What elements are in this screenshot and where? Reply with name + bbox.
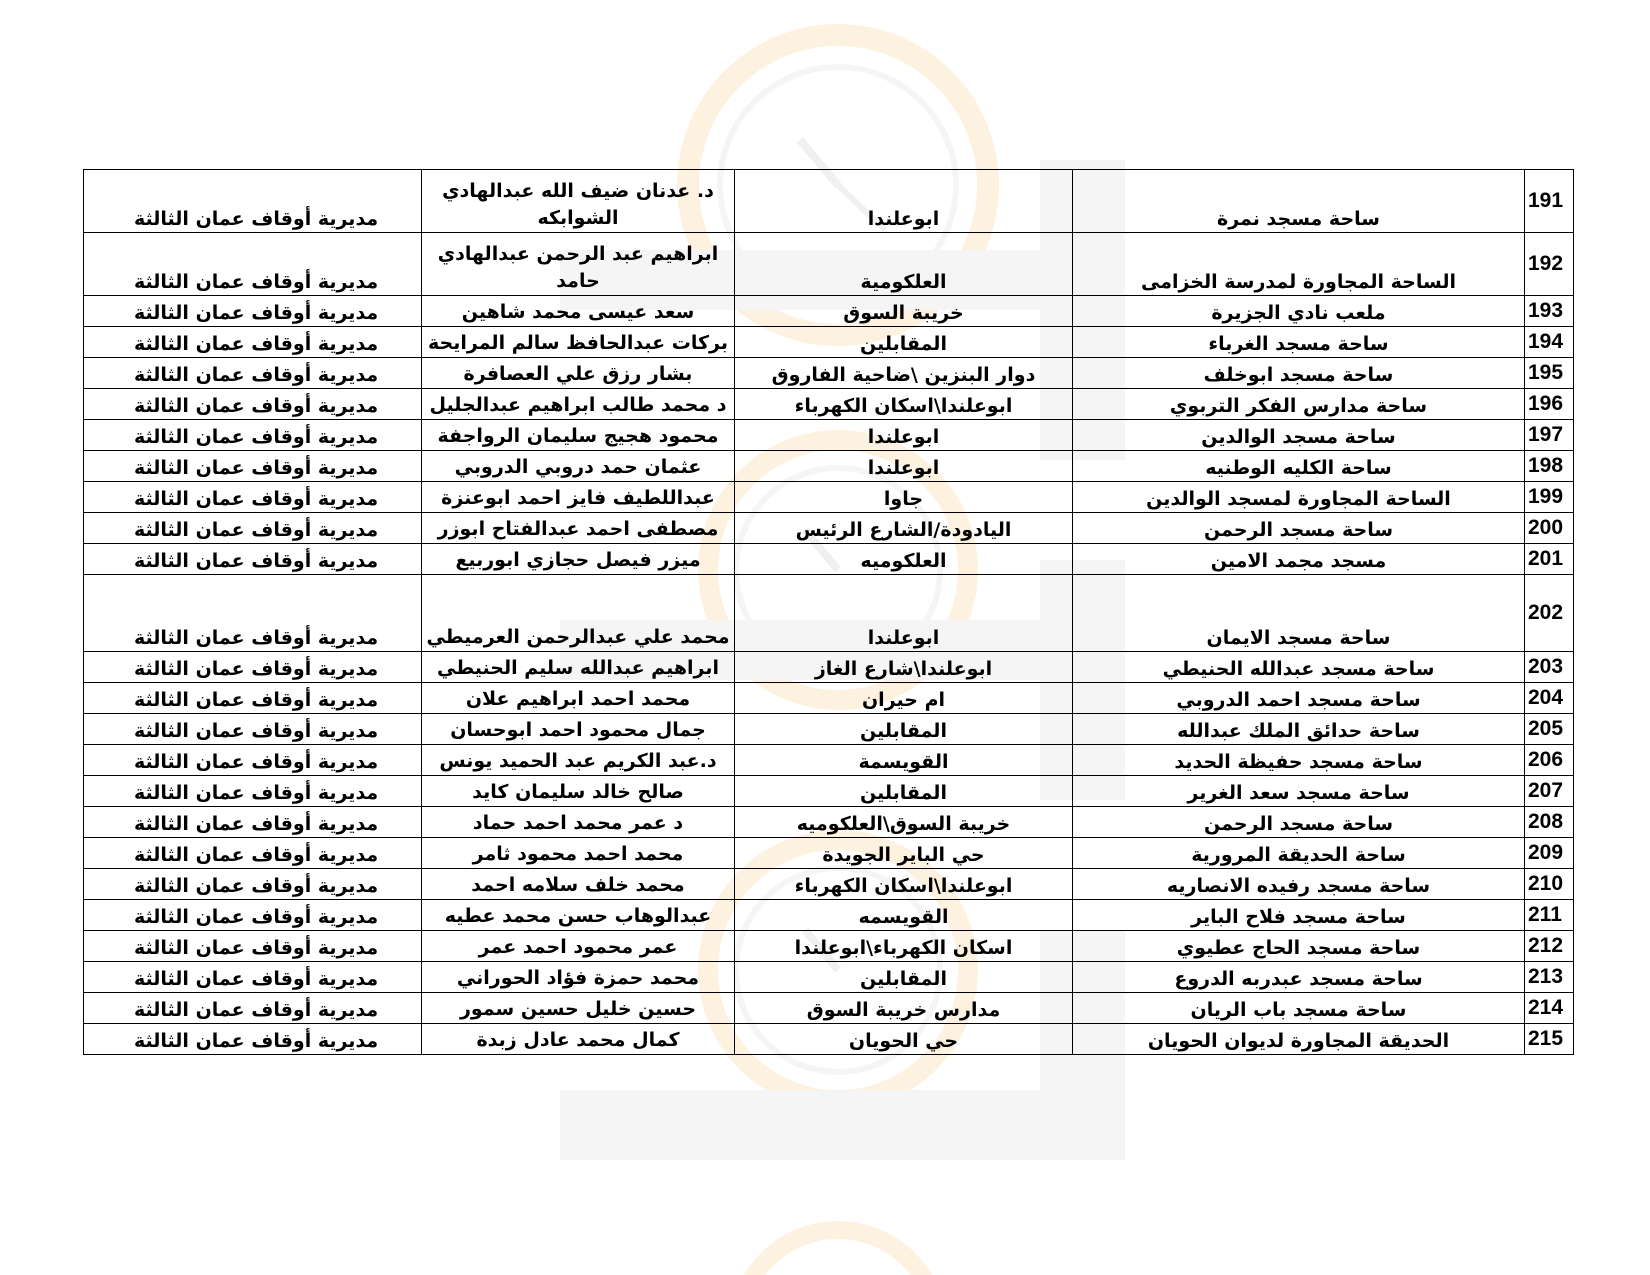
place-cell: ساحة الكليه الوطنيه	[1073, 451, 1525, 482]
table-row	[84, 233, 1574, 296]
directorate-cell: مديرية أوقاف عمان الثالثة	[84, 838, 422, 869]
name-cell: جمال محمود احمد ابوحسان	[422, 714, 735, 745]
table-row	[84, 900, 1574, 931]
directorate-cell: مديرية أوقاف عمان الثالثة	[84, 358, 422, 389]
row-number: 204	[1525, 683, 1574, 714]
area-cell: القويسمه	[735, 900, 1073, 931]
directorate-cell: مديرية أوقاف عمان الثالثة	[84, 513, 422, 544]
name-cell: ميزر فيصل حجازي ابوربيع	[422, 544, 735, 575]
directorate-cell: مديرية أوقاف عمان الثالثة	[84, 714, 422, 745]
table-row	[84, 327, 1574, 358]
place-cell: ساحة مسجد احمد الدروبي	[1073, 683, 1525, 714]
table-row	[84, 513, 1574, 544]
directorate-cell: مديرية أوقاف عمان الثالثة	[84, 575, 422, 652]
row-number: 214	[1525, 993, 1574, 1024]
area-cell: ابوعلندا	[735, 575, 1073, 652]
table-row	[84, 575, 1574, 652]
directorate-cell: مديرية أوقاف عمان الثالثة	[84, 544, 422, 575]
name-cell: محمد حمزة فؤاد الحوراني	[422, 962, 735, 993]
table-row	[84, 776, 1574, 807]
area-cell: ابوعلندا\اسكان الكهرباء	[735, 869, 1073, 900]
row-number: 199	[1525, 482, 1574, 513]
area-cell: العلكومية	[735, 233, 1073, 296]
place-cell: ساحة مسجد باب الريان	[1073, 993, 1525, 1024]
table-row	[84, 683, 1574, 714]
directorate-cell: مديرية أوقاف عمان الثالثة	[84, 451, 422, 482]
area-cell: ابوعلندا\شارع الغاز	[735, 652, 1073, 683]
place-cell: ساحة مسجد الحاج عطيوي	[1073, 931, 1525, 962]
place-cell: ساحة مسجد نمرة	[1073, 170, 1525, 233]
area-cell: اسكان الكهرباء\ابوعلندا	[735, 931, 1073, 962]
place-cell: ساحة مسجد الوالدين	[1073, 420, 1525, 451]
row-number: 210	[1525, 869, 1574, 900]
place-cell: ساحة حدائق الملك عبدالله	[1073, 714, 1525, 745]
place-cell: ساحة مسجد الرحمن	[1073, 807, 1525, 838]
row-number: 208	[1525, 807, 1574, 838]
table-row	[84, 745, 1574, 776]
place-cell: ساحة مسجد ابوخلف	[1073, 358, 1525, 389]
row-number: 193	[1525, 296, 1574, 327]
place-cell: الحديقة المجاورة لديوان الحويان	[1073, 1024, 1525, 1055]
table-row	[84, 170, 1574, 233]
directorate-cell: مديرية أوقاف عمان الثالثة	[84, 420, 422, 451]
table-row	[84, 993, 1574, 1024]
row-number: 212	[1525, 931, 1574, 962]
name-cell: محمد علي عبدالرحمن العرميطي	[422, 575, 735, 652]
directorate-cell: مديرية أوقاف عمان الثالثة	[84, 900, 422, 931]
table-row	[84, 358, 1574, 389]
table-row	[84, 652, 1574, 683]
name-cell: محمد احمد ابراهيم علان	[422, 683, 735, 714]
area-cell: المقابلين	[735, 962, 1073, 993]
table-row	[84, 1024, 1574, 1055]
assignments-table	[83, 169, 1574, 1055]
name-cell: صالح خالد سليمان كايد	[422, 776, 735, 807]
row-number: 195	[1525, 358, 1574, 389]
place-cell: ساحة مسجد حفيظة الحديد	[1073, 745, 1525, 776]
directorate-cell: مديرية أوقاف عمان الثالثة	[84, 745, 422, 776]
row-number: 215	[1525, 1024, 1574, 1055]
name-cell: د محمد طالب ابراهيم عبدالجليل	[422, 389, 735, 420]
name-cell: عبداللطيف فايز احمد ابوعنزة	[422, 482, 735, 513]
directorate-cell: مديرية أوقاف عمان الثالثة	[84, 389, 422, 420]
area-cell: ابوعلندا	[735, 420, 1073, 451]
area-cell: ام حيران	[735, 683, 1073, 714]
row-number: 203	[1525, 652, 1574, 683]
table-row	[84, 544, 1574, 575]
table-row	[84, 807, 1574, 838]
table-row	[84, 931, 1574, 962]
name-cell: سعد عيسى محمد شاهين	[422, 296, 735, 327]
area-cell: دوار البنزين \ضاحية الفاروق	[735, 358, 1073, 389]
directorate-cell: مديرية أوقاف عمان الثالثة	[84, 652, 422, 683]
table-row	[84, 838, 1574, 869]
directorate-cell: مديرية أوقاف عمان الثالثة	[84, 931, 422, 962]
place-cell: مسجد مجمد الامين	[1073, 544, 1525, 575]
place-cell: الساحة المجاورة لمسجد الوالدين	[1073, 482, 1525, 513]
name-cell: د. عدنان ضيف الله عبدالهادي الشوابكه	[422, 170, 735, 233]
table-row	[84, 420, 1574, 451]
row-number: 201	[1525, 544, 1574, 575]
place-cell: ساحة مسجد عبدالله الحنيطي	[1073, 652, 1525, 683]
row-number: 202	[1525, 575, 1574, 652]
row-number: 207	[1525, 776, 1574, 807]
table-row	[84, 482, 1574, 513]
directorate-cell: مديرية أوقاف عمان الثالثة	[84, 170, 422, 233]
directorate-cell: مديرية أوقاف عمان الثالثة	[84, 962, 422, 993]
name-cell: محمود هجيج سليمان الرواجفة	[422, 420, 735, 451]
table-row	[84, 296, 1574, 327]
name-cell: ابراهيم عبدالله سليم الحنيطي	[422, 652, 735, 683]
row-number: 197	[1525, 420, 1574, 451]
area-cell: العلكوميه	[735, 544, 1073, 575]
directorate-cell: مديرية أوقاف عمان الثالثة	[84, 683, 422, 714]
directorate-cell: مديرية أوقاف عمان الثالثة	[84, 869, 422, 900]
row-number: 200	[1525, 513, 1574, 544]
name-cell: محمد خلف سلامه احمد	[422, 869, 735, 900]
place-cell: ساحة مسجد الايمان	[1073, 575, 1525, 652]
row-number: 205	[1525, 714, 1574, 745]
row-number: 213	[1525, 962, 1574, 993]
name-cell: حسين خليل حسين سمور	[422, 993, 735, 1024]
table-row	[84, 389, 1574, 420]
area-cell: القويسمة	[735, 745, 1073, 776]
area-cell: خريبة السوق\العلكوميه	[735, 807, 1073, 838]
table-row	[84, 962, 1574, 993]
name-cell: عبدالوهاب حسن محمد عطيه	[422, 900, 735, 931]
directorate-cell: مديرية أوقاف عمان الثالثة	[84, 482, 422, 513]
area-cell: خريبة السوق	[735, 296, 1073, 327]
directorate-cell: مديرية أوقاف عمان الثالثة	[84, 776, 422, 807]
directorate-cell: مديرية أوقاف عمان الثالثة	[84, 807, 422, 838]
name-cell: بشار رزق علي العصافرة	[422, 358, 735, 389]
area-cell: ابوعلندا	[735, 170, 1073, 233]
name-cell: عثمان حمد دروبي الدروبي	[422, 451, 735, 482]
place-cell: الساحة المجاورة لمدرسة الخزامى	[1073, 233, 1525, 296]
place-cell: ساحة مسجد سعد الغرير	[1073, 776, 1525, 807]
name-cell: مصطفى احمد عبدالفتاح ابوزر	[422, 513, 735, 544]
place-cell: ساحة مسجد فلاح الباير	[1073, 900, 1525, 931]
area-cell: جاوا	[735, 482, 1073, 513]
row-number: 192	[1525, 233, 1574, 296]
table-row	[84, 451, 1574, 482]
area-cell: المقابلين	[735, 776, 1073, 807]
name-cell: د عمر محمد احمد حماد	[422, 807, 735, 838]
directorate-cell: مديرية أوقاف عمان الثالثة	[84, 1024, 422, 1055]
name-cell: ابراهيم عبد الرحمن عبدالهادي حامد	[422, 233, 735, 296]
place-cell: ساحة مسجد رفيده الانصاريه	[1073, 869, 1525, 900]
row-number: 196	[1525, 389, 1574, 420]
place-cell: ساحة مدارس الفكر التربوي	[1073, 389, 1525, 420]
place-cell: ساحة مسجد الغرباء	[1073, 327, 1525, 358]
table-row	[84, 869, 1574, 900]
name-cell: كمال محمد عادل زبدة	[422, 1024, 735, 1055]
place-cell: ساحة مسجد عبدربه الدروع	[1073, 962, 1525, 993]
row-number: 209	[1525, 838, 1574, 869]
name-cell: محمد احمد محمود ثامر	[422, 838, 735, 869]
name-cell: د.عبد الكريم عبد الحميد يونس	[422, 745, 735, 776]
directorate-cell: مديرية أوقاف عمان الثالثة	[84, 296, 422, 327]
row-number: 194	[1525, 327, 1574, 358]
row-number: 211	[1525, 900, 1574, 931]
row-number: 198	[1525, 451, 1574, 482]
place-cell: ساحة الحديقة المرورية	[1073, 838, 1525, 869]
name-cell: بركات عبدالحافظ سالم المرايحة	[422, 327, 735, 358]
directorate-cell: مديرية أوقاف عمان الثالثة	[84, 233, 422, 296]
document-table	[83, 169, 1573, 1055]
name-cell: عمر محمود احمد عمر	[422, 931, 735, 962]
area-cell: المقابلين	[735, 327, 1073, 358]
row-number: 191	[1525, 170, 1574, 233]
table-row	[84, 714, 1574, 745]
area-cell: اليادودة/الشارع الرئيس	[735, 513, 1073, 544]
area-cell: حي الباير الجويدة	[735, 838, 1073, 869]
directorate-cell: مديرية أوقاف عمان الثالثة	[84, 993, 422, 1024]
place-cell: ساحة مسجد الرحمن	[1073, 513, 1525, 544]
area-cell: ابوعلندا	[735, 451, 1073, 482]
area-cell: ابوعلندا\اسكان الكهرباء	[735, 389, 1073, 420]
row-number: 206	[1525, 745, 1574, 776]
place-cell: ملعب نادي الجزيرة	[1073, 296, 1525, 327]
area-cell: مدارس خريبة السوق	[735, 993, 1073, 1024]
area-cell: المقابلين	[735, 714, 1073, 745]
area-cell: حي الحويان	[735, 1024, 1073, 1055]
clock-icon	[738, 1230, 938, 1275]
directorate-cell: مديرية أوقاف عمان الثالثة	[84, 327, 422, 358]
